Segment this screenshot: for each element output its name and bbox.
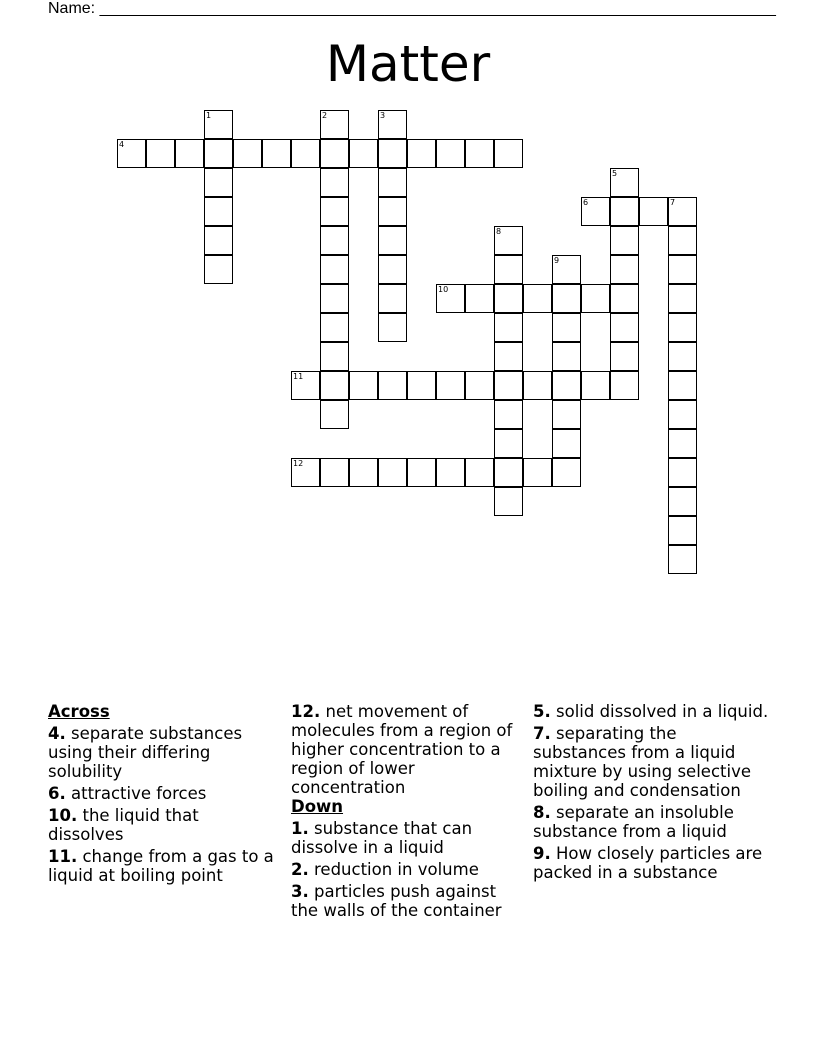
grid-cell[interactable] bbox=[494, 284, 523, 313]
grid-cell[interactable] bbox=[378, 255, 407, 284]
grid-cell[interactable] bbox=[668, 371, 697, 400]
grid-cell[interactable] bbox=[117, 139, 146, 168]
grid-cell[interactable] bbox=[320, 226, 349, 255]
grid-cell[interactable] bbox=[378, 371, 407, 400]
grid-cell[interactable] bbox=[494, 342, 523, 371]
grid-cell[interactable] bbox=[407, 139, 436, 168]
clue-number: 9 bbox=[554, 256, 560, 265]
grid-cell[interactable] bbox=[581, 284, 610, 313]
clues-column-2 bbox=[291, 702, 517, 923]
clue-number: 8 bbox=[496, 227, 502, 236]
clue-down-3: 3. particles push against the walls of the container bbox=[291, 882, 502, 920]
name-line: Name: ____________________________________________________________________________ bbox=[48, 0, 776, 17]
grid-cell[interactable] bbox=[494, 255, 523, 284]
grid-cell[interactable] bbox=[407, 458, 436, 487]
clues-column-1 bbox=[48, 702, 274, 888]
grid-cell[interactable] bbox=[552, 429, 581, 458]
grid-cell[interactable] bbox=[494, 400, 523, 429]
grid-cell[interactable] bbox=[552, 458, 581, 487]
grid-cell[interactable] bbox=[581, 371, 610, 400]
grid-cell[interactable] bbox=[494, 371, 523, 400]
grid-cell[interactable] bbox=[552, 400, 581, 429]
grid-cell[interactable] bbox=[204, 110, 233, 139]
grid-cell[interactable] bbox=[523, 371, 552, 400]
grid-cell[interactable] bbox=[233, 139, 262, 168]
clue-down-2: 2. reduction in volume bbox=[291, 860, 479, 879]
grid-cell[interactable] bbox=[204, 197, 233, 226]
grid-cell[interactable] bbox=[668, 545, 697, 574]
clue-number: 1 bbox=[206, 111, 212, 120]
grid-cell[interactable] bbox=[552, 313, 581, 342]
grid-cell[interactable] bbox=[320, 168, 349, 197]
clue-number: 11 bbox=[293, 372, 304, 381]
grid-cell[interactable] bbox=[610, 313, 639, 342]
clue-across-11: 11. change from a gas to a liquid at boiling point bbox=[48, 847, 274, 885]
grid-cell[interactable] bbox=[262, 139, 291, 168]
clue-number: 3 bbox=[380, 111, 386, 120]
grid-cell[interactable] bbox=[610, 342, 639, 371]
clue-across-4: 4. separate substances using their differing solubility bbox=[48, 724, 243, 781]
clue-down-8: 8. separate an insoluble substance from a liquid bbox=[533, 803, 734, 841]
clue-number: 7 bbox=[670, 198, 676, 207]
grid-cell[interactable] bbox=[465, 371, 494, 400]
grid-cell[interactable] bbox=[378, 110, 407, 139]
grid-cell[interactable] bbox=[494, 429, 523, 458]
grid-cell[interactable] bbox=[494, 313, 523, 342]
grid-cell[interactable] bbox=[610, 168, 639, 197]
grid-cell[interactable] bbox=[291, 458, 320, 487]
clue-down-7: 7. separating the substances from a liquid mixture by using selective boiling and condensation bbox=[533, 724, 751, 800]
page-title: Matter bbox=[325, 35, 491, 93]
grid-cell[interactable] bbox=[407, 371, 436, 400]
grid-cell[interactable] bbox=[204, 226, 233, 255]
grid-cell[interactable] bbox=[320, 110, 349, 139]
clue-number: 4 bbox=[119, 140, 125, 149]
grid-cell[interactable] bbox=[320, 342, 349, 371]
grid-cell[interactable] bbox=[668, 516, 697, 545]
grid-cell[interactable] bbox=[320, 371, 349, 400]
grid-cell[interactable] bbox=[523, 284, 552, 313]
down-heading: Down bbox=[291, 797, 344, 816]
grid-cell[interactable] bbox=[494, 458, 523, 487]
clue-down-1: 1. substance that can dissolve in a liquid bbox=[291, 819, 473, 857]
grid-cell[interactable] bbox=[175, 139, 204, 168]
grid-cell[interactable] bbox=[320, 284, 349, 313]
clue-number: 2 bbox=[322, 111, 328, 120]
grid-cell[interactable] bbox=[146, 139, 175, 168]
grid-cell[interactable] bbox=[610, 284, 639, 313]
grid-cell[interactable] bbox=[610, 255, 639, 284]
grid-cell[interactable] bbox=[465, 139, 494, 168]
grid-cell[interactable] bbox=[204, 168, 233, 197]
grid-cell[interactable] bbox=[668, 342, 697, 371]
grid-cell[interactable] bbox=[378, 168, 407, 197]
grid-cell[interactable] bbox=[349, 458, 378, 487]
grid-cell[interactable] bbox=[320, 458, 349, 487]
across-heading: Across bbox=[48, 702, 110, 721]
clue-across-12: 12. net movement of molecules from a region of higher concentration to a region of lower concentration bbox=[291, 702, 513, 797]
grid-cell[interactable] bbox=[436, 284, 465, 313]
clue-number: 12 bbox=[293, 459, 304, 468]
grid-cell[interactable] bbox=[610, 226, 639, 255]
grid-cell[interactable] bbox=[320, 313, 349, 342]
grid-cell[interactable] bbox=[378, 197, 407, 226]
grid-cell[interactable] bbox=[291, 139, 320, 168]
grid-cell[interactable] bbox=[668, 313, 697, 342]
grid-cell[interactable] bbox=[465, 284, 494, 313]
grid-cell[interactable] bbox=[320, 197, 349, 226]
grid-cell[interactable] bbox=[668, 226, 697, 255]
clue-number: 5 bbox=[612, 169, 618, 178]
grid-cell[interactable] bbox=[465, 458, 494, 487]
grid-cell[interactable] bbox=[639, 197, 668, 226]
grid-cell[interactable] bbox=[378, 139, 407, 168]
grid-cell[interactable] bbox=[494, 487, 523, 516]
grid-cell[interactable] bbox=[668, 429, 697, 458]
grid-cell[interactable] bbox=[320, 400, 349, 429]
grid-cell[interactable] bbox=[668, 400, 697, 429]
clues-column-3 bbox=[533, 702, 773, 885]
grid-cell[interactable] bbox=[204, 255, 233, 284]
grid-cell[interactable] bbox=[204, 139, 233, 168]
grid-cell[interactable] bbox=[436, 371, 465, 400]
grid-cell[interactable] bbox=[291, 371, 320, 400]
grid-cell[interactable] bbox=[610, 197, 639, 226]
grid-cell[interactable] bbox=[494, 139, 523, 168]
grid-cell[interactable] bbox=[552, 255, 581, 284]
grid-cell[interactable] bbox=[668, 487, 697, 516]
grid-cell[interactable] bbox=[668, 284, 697, 313]
clue-down-9: 9. How closely particles are packed in a substance bbox=[533, 844, 763, 882]
grid-cell[interactable] bbox=[552, 342, 581, 371]
clue-down-5: 5. solid dissolved in a liquid. bbox=[533, 702, 769, 721]
grid-cell[interactable] bbox=[349, 371, 378, 400]
grid-cell[interactable] bbox=[436, 458, 465, 487]
grid-cell[interactable] bbox=[349, 139, 378, 168]
grid-cell[interactable] bbox=[552, 284, 581, 313]
grid-cell[interactable] bbox=[552, 371, 581, 400]
grid-cell[interactable] bbox=[378, 313, 407, 342]
grid-cell[interactable] bbox=[668, 458, 697, 487]
grid-cell[interactable] bbox=[378, 226, 407, 255]
grid-cell[interactable] bbox=[581, 197, 610, 226]
clue-across-10: 10. the liquid that dissolves bbox=[48, 806, 199, 844]
grid-cell[interactable] bbox=[523, 458, 552, 487]
clue-number: 6 bbox=[583, 198, 589, 207]
clue-number: 10 bbox=[438, 285, 449, 294]
grid-cell[interactable] bbox=[436, 139, 465, 168]
grid-cell[interactable] bbox=[668, 255, 697, 284]
clue-across-6: 6. attractive forces bbox=[48, 784, 207, 803]
grid-cell[interactable] bbox=[610, 371, 639, 400]
grid-cell[interactable] bbox=[494, 226, 523, 255]
grid-cell[interactable] bbox=[668, 197, 697, 226]
grid-cell[interactable] bbox=[320, 255, 349, 284]
grid-cell[interactable] bbox=[378, 458, 407, 487]
grid-cell[interactable] bbox=[378, 284, 407, 313]
grid-cell[interactable] bbox=[320, 139, 349, 168]
